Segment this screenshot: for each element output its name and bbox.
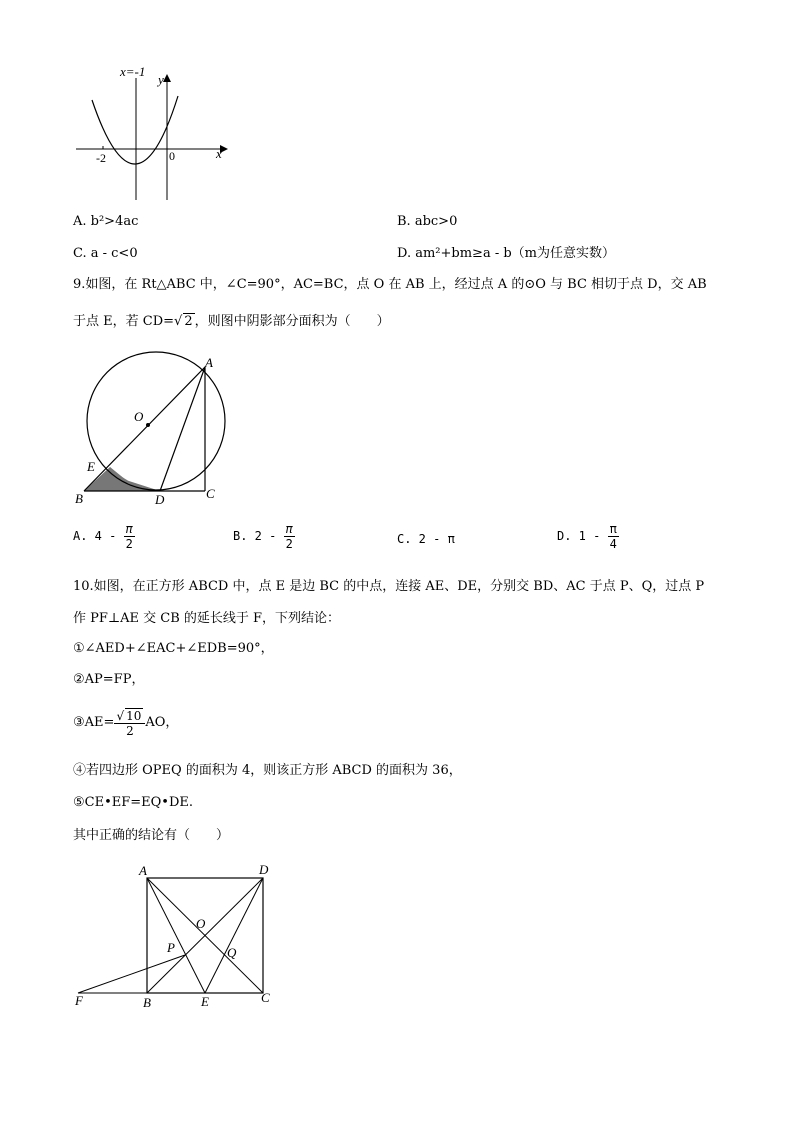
q9-circle-figure [70, 345, 235, 510]
q9-option-c: C. 2 - π [397, 532, 455, 546]
q9-option-b-fraction [284, 522, 295, 551]
q9-stem-line2-suffix: ，则图中阴影部分面积为（ ） [194, 314, 390, 329]
q10-s3-sqrt-value: 10 [126, 709, 142, 723]
q10-stem-line1: 10.如图，在正方形 ABCD 中，点 E 是边 BC 的中点，连接 AE、DE，分别交 BD、AC 于点 P、Q，过点 P [73, 579, 705, 594]
q9-stem-line2-prefix: 于点 E，若 CD= [73, 314, 175, 329]
label-y: y [158, 72, 164, 87]
label-a: A [205, 355, 213, 370]
q9-option-a-prefix: A. 4 - [73, 529, 117, 543]
q9-sqrt-symbol: √ [174, 314, 183, 329]
label-c: C [261, 990, 270, 1005]
label-a: A [139, 863, 147, 878]
label-e: E [201, 994, 209, 1009]
label-q: Q [227, 945, 237, 960]
q8-option-d: D. am²+bm≥a - b（m为任意实数） [397, 246, 616, 261]
q9-option-b [233, 522, 295, 551]
q9-option-d-num: π [609, 522, 617, 536]
q9-option-a-fraction [124, 522, 135, 551]
y-axis-arrow [163, 74, 171, 82]
shaded-arc-fill [110, 467, 160, 491]
q9-option-d-prefix: D. 1 - [557, 529, 601, 543]
q9-option-a [73, 522, 135, 551]
label-e: E [87, 459, 95, 474]
label-d: D [259, 862, 269, 877]
q10-ask: 其中正确的结论有（ ） [73, 828, 230, 843]
label-b: B [75, 491, 83, 506]
q9-option-d-den: 4 [609, 537, 617, 551]
segment-ae [147, 878, 205, 993]
q10-statement-5: ⑤CE•EF=EQ•DE. [73, 795, 194, 810]
q9-stem-line1: 9.如图，在 Rt△ABC 中，∠C=90°，AC=BC，点 O 在 AB 上，经过点 A 的⊙O 与 BC 相切于点 D，交 AB [73, 277, 707, 292]
segment-pf [78, 955, 185, 993]
q8-option-c: C. a - c<0 [73, 246, 138, 261]
label-c: C [206, 486, 215, 501]
q9-option-b-num: π [285, 522, 293, 536]
center-o-dot [146, 423, 150, 427]
q10-s3-sqrt-symbol: √ [116, 709, 125, 723]
q9-option-a-den: 2 [125, 537, 133, 551]
q10-s3-fraction [114, 708, 145, 738]
label-d: D [155, 492, 165, 507]
q9-option-a-num: π [125, 522, 133, 536]
q9-stem-line2 [73, 313, 390, 330]
label-b: B [143, 995, 151, 1010]
label-x: x [216, 146, 222, 161]
q8-parabola-graph [70, 60, 230, 205]
q9-option-d [557, 522, 619, 551]
q10-statement-4: ④若四边形 OPEQ 的面积为 4，则该正方形 ABCD 的面积为 36， [73, 763, 462, 778]
q10-square-figure [70, 860, 280, 1010]
q10-statement-1: ①∠AED+∠EAC+∠EDB=90°， [73, 641, 274, 656]
label-neg2: -2 [96, 151, 106, 165]
q10-statement-2: ②AP=FP， [73, 672, 145, 687]
q10-statement-3 [73, 708, 178, 738]
q8-option-a: A. b²>4ac [73, 214, 139, 229]
q9-option-b-den: 2 [285, 537, 293, 551]
q9-option-b-prefix: B. 2 - [233, 529, 277, 543]
q10-stem-line2: 作 PF⊥AE 交 CB 的延长线于 F，下列结论： [73, 611, 341, 626]
segment-ab [84, 367, 205, 491]
label-o: O [196, 916, 206, 931]
q10-s3-den: 2 [126, 724, 134, 738]
q9-option-d-fraction [608, 522, 619, 551]
label-o: O [134, 409, 144, 424]
label-p: P [167, 940, 175, 955]
q10-s3-suffix: AO， [145, 715, 179, 730]
label-f: F [75, 993, 83, 1008]
segment-ad [160, 367, 205, 491]
q10-s3-prefix: ③AE= [73, 715, 115, 730]
q9-sqrt-value: 2 [184, 314, 193, 329]
q8-option-b: B. abc>0 [397, 214, 458, 229]
q10-s3-num [114, 708, 145, 724]
label-origin: 0 [169, 149, 175, 163]
segment-de [205, 878, 263, 993]
label-x-eq-neg1: x=-1 [120, 64, 146, 79]
